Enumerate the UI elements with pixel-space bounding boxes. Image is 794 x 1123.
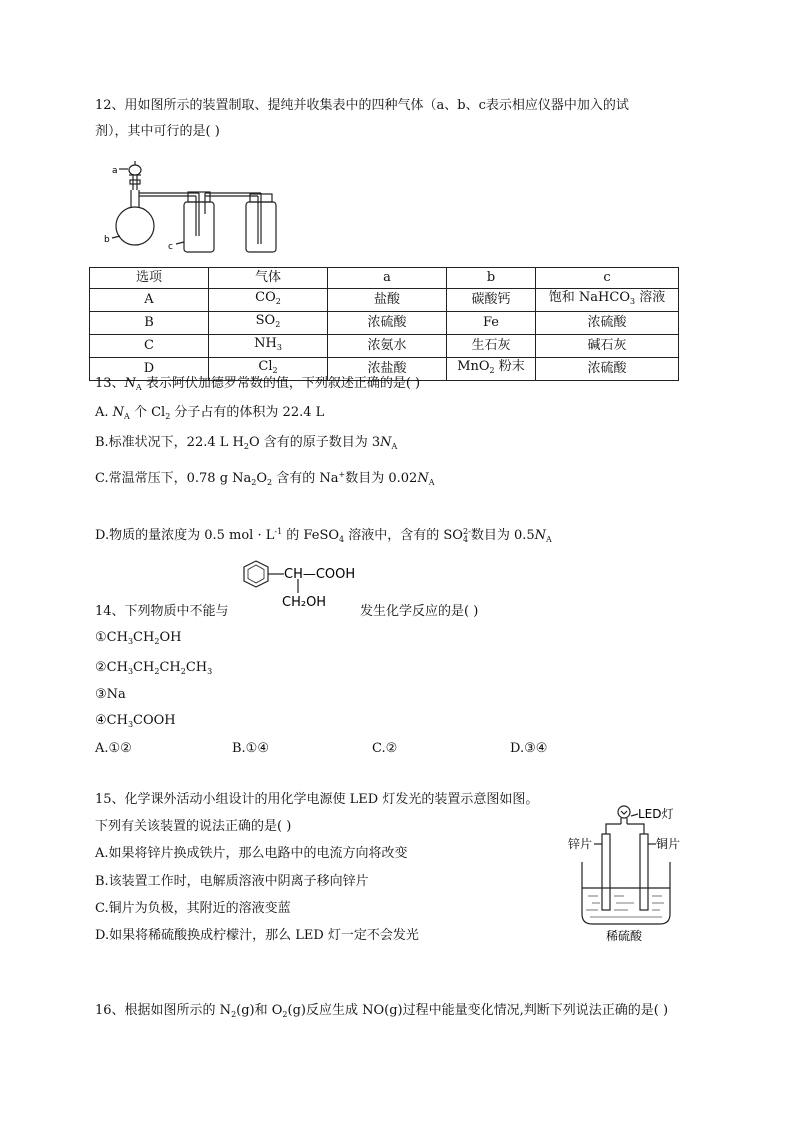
label-c: c — [168, 242, 173, 252]
q14-item-4: $④CH_3COOH$ — [95, 713, 176, 729]
q14-choice-d: D.③④ — [510, 741, 548, 756]
cell-option: A — [90, 289, 209, 312]
mandelic-structure-figure — [234, 557, 374, 613]
table-row — [90, 289, 679, 312]
q13-option-c: C.常温常压下，0.78 g $Na_2O_2$ 含有的 Na+数目为 $0.02N_A$ — [95, 470, 435, 487]
q13-option-d: D.物质的量浓度为 0.5 mol · $L^{-1}$ 的 FeSO$_4$ 溶液中，含有的 $SO_4^{2-}$数目为 $0.5N_A$ — [95, 527, 552, 544]
q14-choice-b: B.①④ — [232, 741, 269, 756]
q15-option-a: A.如果将锌片换成铁片，那么电路中的电流方向将改变 — [95, 846, 408, 861]
acid-label: 稀硫酸 — [606, 929, 643, 943]
q15-stem-line2: 下列有关该装置的说法正确的是( ) — [95, 819, 292, 834]
led-battery-figure — [568, 800, 698, 945]
cell-b: Fe — [447, 312, 536, 335]
q14-stem-post: 发生化学反应的是( ) — [360, 604, 479, 619]
header-a: a — [328, 268, 447, 289]
header-gas: 气体 — [209, 268, 328, 289]
q14-choice-c: C.② — [372, 741, 398, 756]
table-row — [90, 312, 679, 335]
cell-gas: $NH_3$ — [209, 335, 328, 358]
q14-item-1: $①CH_3CH_2OH$ — [95, 630, 182, 646]
cell-a: 浓硫酸 — [328, 312, 447, 335]
cell-gas: $CO_2$ — [209, 289, 328, 312]
cell-gas: $Cl_2$ — [209, 358, 328, 381]
gas-apparatus-figure — [104, 156, 294, 256]
header-c: c — [536, 268, 679, 289]
header-option: 选项 — [90, 268, 209, 289]
cell-a: 浓氨水 — [328, 335, 447, 358]
q16-stem: 16、根据如图所示的 $N_2(g)$和 $O_2(g)$反应生成 NO(g)过程中能量变化情况,判断下列说法正确的是( ) — [95, 1003, 669, 1019]
options-table — [89, 267, 679, 381]
label-b: b — [104, 235, 110, 245]
table-row — [90, 335, 679, 358]
cell-option: C — [90, 335, 209, 358]
struct-top-text: CH—COOH — [284, 567, 356, 582]
q13-stem: 13、$N_A$ 表示阿伏加德罗常数的值，下列叙述正确的是( ) — [95, 376, 421, 392]
zinc-label: 锌片 — [568, 837, 593, 851]
cell-c: 饱和 NaHCO$_3$ 溶液 — [536, 289, 679, 312]
struct-bottom-text: CH₂OH — [282, 595, 327, 610]
q15-option-b: B.该装置工作时，电解质溶液中阴离子移向锌片 — [95, 874, 369, 889]
q13-option-b: B.标准状况下，22.4 L $H_2O$ 含有的原子数目为 $3N_A$ — [95, 435, 398, 451]
header-b: b — [447, 268, 536, 289]
copper-label: 铜片 — [656, 837, 681, 851]
led-label: LED灯 — [638, 807, 674, 821]
q15-option-c: C.铜片为负极，其附近的溶液变蓝 — [95, 901, 291, 916]
q13-option-a: A. $N_A$ 个 $Cl_2$ 分子占有的体积为 22.4 L — [95, 405, 325, 421]
q14-item-3: ③Na — [95, 687, 126, 702]
q14-stem-pre: 14、下列物质中不能与 — [95, 604, 229, 619]
cell-option: D — [90, 358, 209, 381]
cell-gas: $SO_2$ — [209, 312, 328, 335]
cell-option: B — [90, 312, 209, 335]
cell-b: 生石灰 — [447, 335, 536, 358]
q12-stem-line1: 12、用如图所示的装置制取、提纯并收集表中的四种气体（a、b、c表示相应仪器中加入的试 — [95, 98, 629, 113]
q14-item-2: $②CH_3CH_2CH_2CH_3$ — [95, 660, 213, 676]
cell-c: 浓硫酸 — [536, 358, 679, 381]
cell-c: 浓硫酸 — [536, 312, 679, 335]
cell-b: 碳酸钙 — [447, 289, 536, 312]
q14-choice-a: A.①② — [95, 741, 132, 756]
q15-option-d: D.如果将稀硫酸换成柠檬汁，那么 LED 灯一定不会发光 — [95, 928, 419, 943]
cell-a: 浓盐酸 — [328, 358, 447, 381]
q15-stem-line1: 15、化学课外活动小组设计的用化学电源使 LED 灯发光的装置示意图如图。 — [95, 792, 539, 807]
label-a: a — [112, 166, 118, 176]
cell-c: 碱石灰 — [536, 335, 679, 358]
table-header-row — [90, 268, 679, 289]
cell-b: MnO$_2$ 粉末 — [447, 358, 536, 381]
q12-stem-line2: 剂），其中可行的是( ) — [95, 124, 220, 139]
cell-a: 盐酸 — [328, 289, 447, 312]
